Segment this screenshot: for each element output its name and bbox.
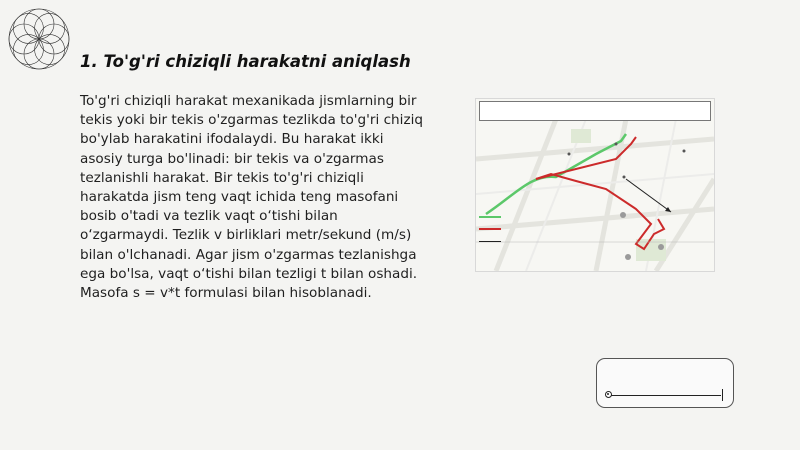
slider-start-handle[interactable] <box>605 391 612 398</box>
map-legend <box>479 211 579 247</box>
timeline-slider[interactable] <box>596 358 734 408</box>
body-paragraph: To'g'ri chiziqli harakat mexanikada jismlarning bir tekis yoki bir tekis o'zgarmas tezlikda to'g'ri chiziq bo'ylab harakatini ifodalaydi. Bu harakat ikki asosiy turga bo'linadi: bir tekis va o'zgarmas tezlanishli harakat. Bir tekis to'g'ri chiziqli harakatda jism teng vaqt ichida teng masofani bosib o'tadi va tezlik vaqt o‘tishi bilan o‘zgarmaydi. Tezlik v birliklari metr/sekund (m/s) bilan o'lchanadi. Agar jism o'zgarmas tezlanishga ega bo'lsa, vaqt o‘tishi bilan tezligi t bilan oshadi. Masofa s = v*t formulasi bilan hisoblanadi. <box>80 93 423 302</box>
legend-item-red <box>479 223 579 235</box>
legend-item-arrow <box>479 235 579 247</box>
legend-swatch-green <box>479 216 501 218</box>
slide-title: 1. To'g'ri chiziqli harakatni aniqlash <box>80 52 411 71</box>
legend-item-green <box>479 211 579 223</box>
legend-swatch-red <box>479 228 501 230</box>
route-map-image <box>475 98 715 272</box>
legend-swatch-arrow <box>479 241 501 242</box>
map-caption-box <box>479 101 711 121</box>
slider-end-marker[interactable] <box>722 389 723 401</box>
circular-logo-icon <box>4 4 74 74</box>
slider-track[interactable] <box>609 395 721 396</box>
